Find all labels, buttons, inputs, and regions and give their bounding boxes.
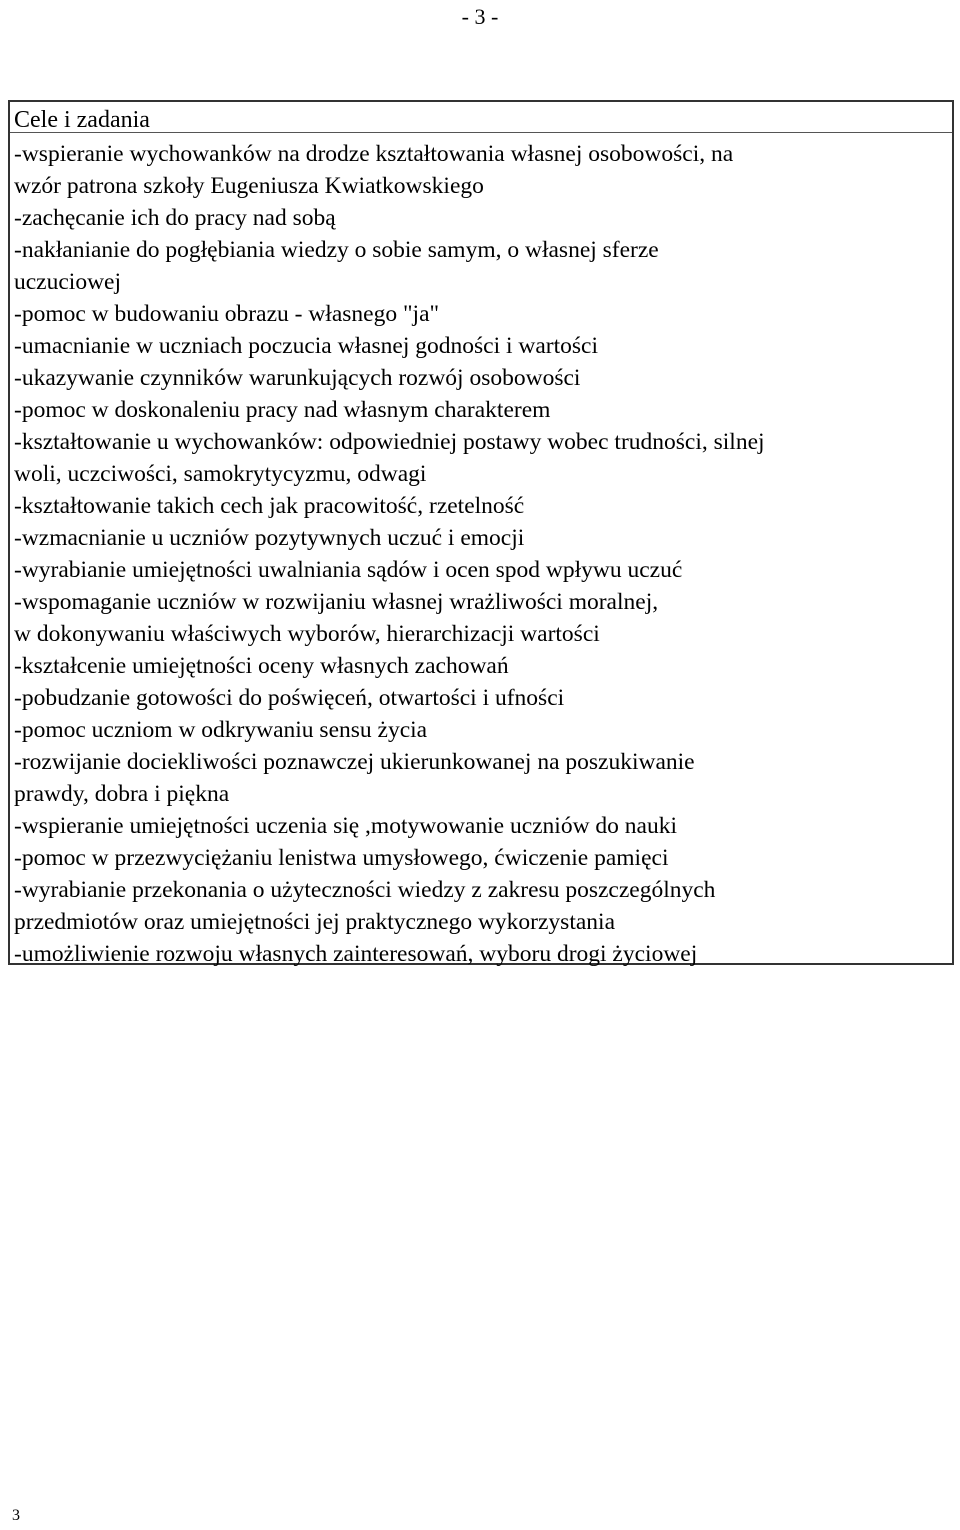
goals-list (14, 138, 948, 970)
list-item: -umacnianie w uczniach poczucia własnej godności i wartości (14, 333, 599, 359)
list-item: -wspieranie umiejętności uczenia się ,motywowanie uczniów do nauki (14, 813, 678, 839)
list-item: woli, uczciwości, samokrytycyzmu, odwagi (14, 461, 427, 487)
list-item: -wyrabianie umiejętności uwalniania sądów i ocen spod wpływu uczuć (14, 557, 683, 583)
list-item: -pomoc w doskonaleniu pracy nad własnym charakterem (14, 397, 551, 423)
list-item: w dokonywaniu właściwych wyborów, hierarchizacji wartości (14, 621, 600, 647)
list-item: -ukazywanie czynników warunkujących rozwój osobowości (14, 365, 581, 391)
list-item: -pomoc uczniom w odkrywaniu sensu życia (14, 717, 428, 743)
section-heading: Cele i zadania (14, 107, 150, 133)
list-item: -pobudzanie gotowości do poświęceń, otwartości i ufności (14, 685, 565, 711)
list-item: -wspomaganie uczniów w rozwijaniu własnej wrażliwości moralnej, (14, 589, 659, 615)
list-item: uczuciowej (14, 269, 122, 295)
list-item: -pomoc w budowaniu obrazu - własnego "ja" (14, 301, 440, 327)
list-item: przedmiotów oraz umiejętności jej praktycznego wykorzystania (14, 909, 615, 935)
list-item: -kształtowanie takich cech jak pracowitość, rzetelność (14, 493, 525, 519)
list-item: -rozwijanie dociekliwości poznawczej ukierunkowanej na poszukiwanie (14, 749, 695, 775)
page-number-header: - 3 - (461, 4, 499, 29)
goals-section-box (8, 100, 954, 965)
list-item: -kształtowanie u wychowanków: odpowiedniej postawy wobec trudności, silnej (14, 429, 765, 455)
footer-page-number: 3 (12, 1507, 20, 1524)
list-item: -pomoc w przezwyciężaniu lenistwa umysłowego, ćwiczenie pamięci (14, 845, 669, 871)
list-item: -zachęcanie ich do pracy nad sobą (14, 205, 336, 231)
list-item: -wzmacnianie u uczniów pozytywnych uczuć i emocji (14, 525, 525, 551)
list-item: -wspieranie wychowanków na drodze kształtowania własnej osobowości, na (14, 141, 734, 167)
list-item: -umożliwienie rozwoju własnych zainteresowań, wyboru drogi życiowej (14, 941, 698, 967)
list-item: -kształcenie umiejętności oceny własnych zachowań (14, 653, 509, 679)
list-item: -wyrabianie przekonania o użyteczności wiedzy z zakresu poszczególnych (14, 877, 716, 903)
list-item: prawdy, dobra i piękna (14, 781, 230, 807)
list-item: wzór patrona szkoły Eugeniusza Kwiatkowskiego (14, 173, 484, 199)
list-item: -nakłanianie do pogłębiania wiedzy o sobie samym, o własnej sferze (14, 237, 659, 263)
